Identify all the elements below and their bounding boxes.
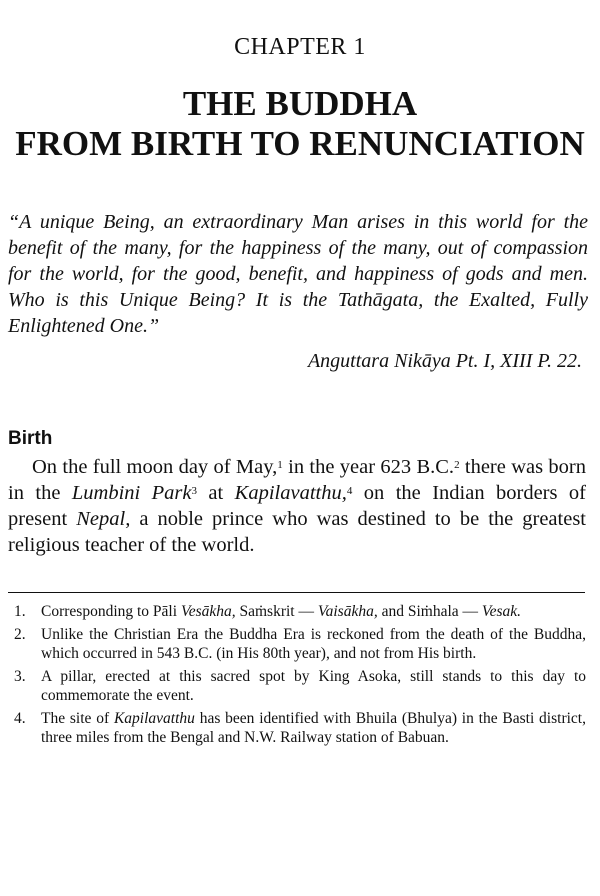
text-run-italic: Vaisākha, (317, 603, 378, 620)
footnote-number: 4. (14, 710, 26, 727)
text-run: at (197, 482, 235, 504)
text-run: has been identified with Bhuila (Bhulya) in the Basti district, three miles from the Bengal and N.W. Railway station of Babuan. (41, 710, 586, 746)
epigraph-source: Anguttara Nikāya Pt. I, XIII P. 22. (307, 350, 582, 372)
text-run-italic: Vesak. (481, 603, 522, 620)
footnote-text: Unlike the Christian Era the Buddha Era is reckoned from the death of the Buddha, which occurred in 543 B.C. (in His 80th year), and not from His birth. (41, 626, 586, 662)
chapter-label: CHAPTER 1 (234, 34, 366, 60)
footnote-divider (8, 592, 585, 593)
text-run-italic: Vesākha, (180, 603, 236, 620)
footnote-item (8, 709, 586, 747)
footnote-number: 2. (14, 626, 26, 643)
place-name: Kapilavatthu, (234, 482, 347, 504)
chapter-title-line-2: FROM BIRTH TO RENUNCIATION (15, 124, 585, 163)
footnote-number: 3. (14, 668, 26, 685)
text-run: on the Indian borders of present (8, 482, 586, 530)
footnote-item (8, 625, 586, 663)
text-run: there was born in the (8, 456, 586, 504)
text-run: Saṁskrit — (235, 603, 318, 620)
footnote-ref-4: 4 (346, 485, 353, 497)
footnote-ref-1: 1 (277, 459, 283, 471)
text-run-italic: Kapilavatthu (113, 710, 195, 727)
text-run: in the year 623 B.C. (282, 456, 455, 478)
footnote-ref-2: 2 (454, 459, 460, 471)
text-run: On the full moon day of May, (32, 456, 278, 478)
place-name: Lumbini Park (71, 482, 192, 504)
footnote-list (8, 602, 586, 751)
text-run: a noble prince who was destined to be the greatest religious teacher of the world. (8, 508, 587, 556)
text-run: The site of (41, 710, 114, 727)
footnote-item (8, 667, 586, 705)
text-run: Corresponding to Pāli (41, 603, 181, 620)
epigraph-quote: “A unique Being, an extraordinary Man arises in this world for the benefit of the many, for the happiness of the many, out of compassion for the world, for the good, benefit, and happiness of gods and men. Who is this Unique Being? It is the Tathāgata, the Exalted, Fully Enlightened One.” (8, 211, 588, 337)
epigraph (8, 209, 588, 374)
place-name: Nepal, (76, 508, 131, 530)
section-heading-birth: Birth (8, 428, 53, 449)
chapter-title-line-1: THE BUDDHA (182, 84, 418, 123)
footnote-item (8, 602, 586, 621)
birth-paragraph (8, 454, 586, 558)
chapter-title (0, 84, 600, 164)
footnote-text: A pillar, erected at this sacred spot by King Asoka, still stands to this day to commemorate the event. (41, 668, 586, 704)
footnote-number: 1. (14, 603, 26, 620)
text-run: and Siṁhala — (377, 603, 482, 620)
footnote-ref-3: 3 (191, 485, 197, 497)
